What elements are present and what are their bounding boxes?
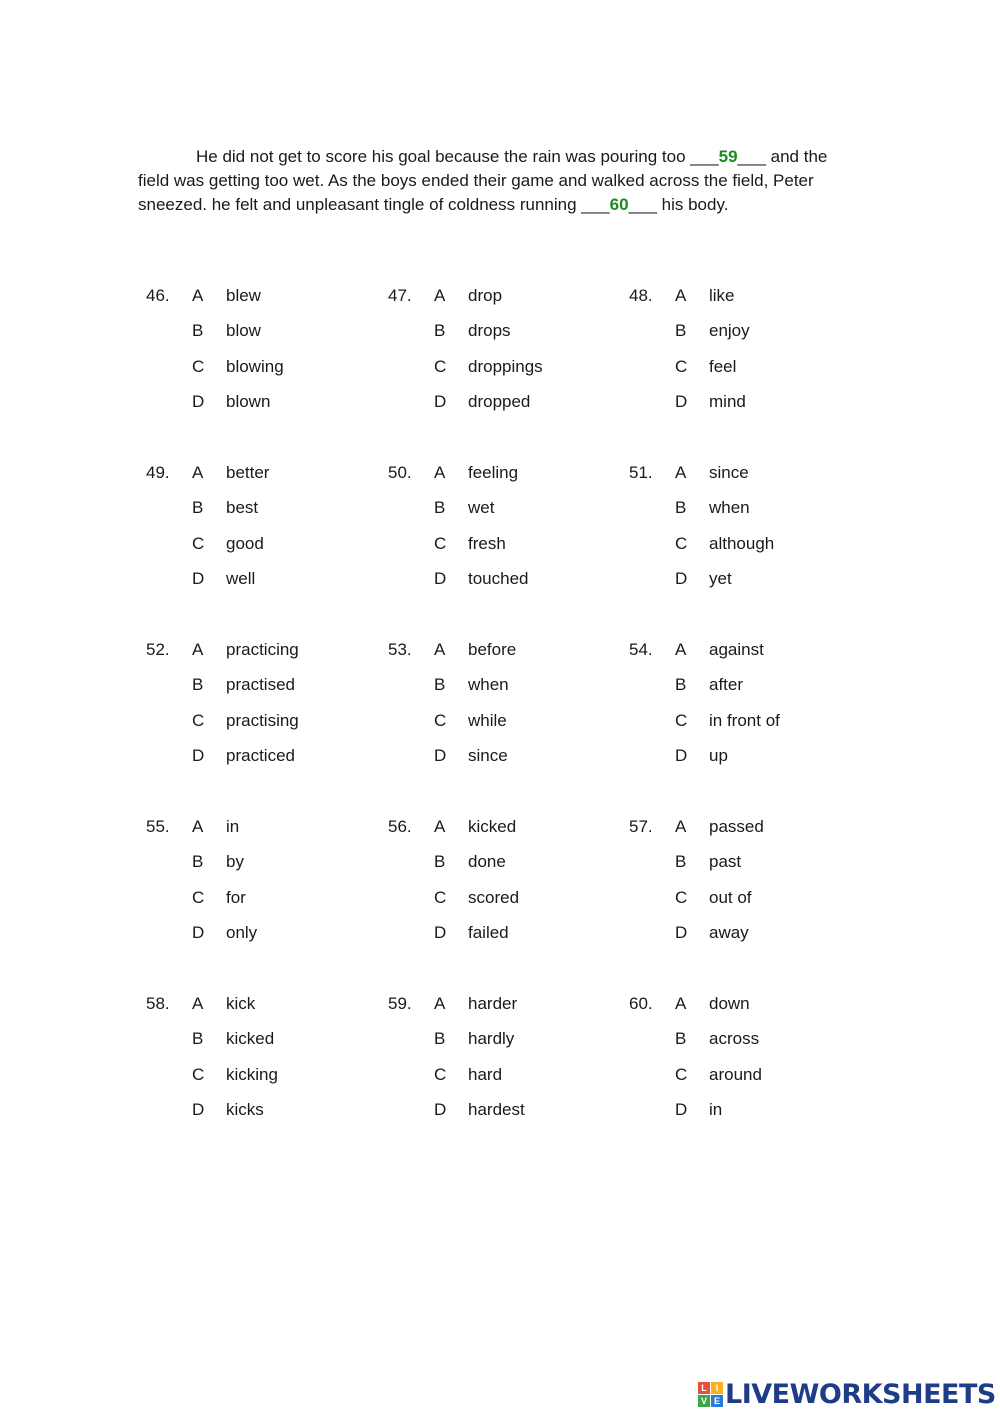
option-text: drop — [468, 286, 503, 305]
question-number: 56. — [388, 817, 412, 836]
passage-text-2: ___ and the field was getting too wet. As the boys ended their game and walked across the field, Peter sneezed. he felt and unpleasant tingle of coldness running ___ — [138, 147, 828, 214]
option-letter: A — [434, 463, 446, 482]
option-letter: A — [675, 286, 687, 305]
question-number: 47. — [388, 286, 412, 305]
option-text: enjoy — [709, 321, 750, 340]
option-letter: D — [192, 1100, 205, 1119]
question-number: 49. — [146, 463, 170, 482]
option-text: like — [709, 286, 735, 305]
option-letter: A — [192, 463, 204, 482]
liveworksheets-logo — [698, 1378, 996, 1410]
question-number: 52. — [146, 640, 170, 659]
option-letter: A — [434, 817, 446, 836]
option-letter: C — [434, 711, 447, 730]
option-text: before — [468, 640, 517, 659]
option-letter: A — [192, 817, 204, 836]
option-letter: B — [675, 1029, 687, 1048]
option-letter: B — [434, 498, 446, 517]
blank-59[interactable]: 59 — [718, 147, 738, 166]
option-letter: C — [192, 534, 205, 553]
option-letter: B — [192, 675, 204, 694]
option-text: best — [226, 498, 259, 517]
option-text: kick — [226, 994, 256, 1013]
option-letter: A — [675, 463, 687, 482]
option-text: practiced — [226, 746, 295, 765]
option-text: practised — [226, 675, 295, 694]
option-letter: D — [675, 569, 688, 588]
option-text: across — [709, 1029, 760, 1048]
option-text: feel — [709, 357, 737, 376]
option-letter: C — [675, 888, 688, 907]
option-letter: A — [434, 286, 446, 305]
option-text: scored — [468, 888, 520, 907]
question-number: 53. — [388, 640, 412, 659]
option-letter: D — [434, 923, 447, 942]
option-text: passed — [709, 817, 764, 836]
option-letter: C — [675, 357, 688, 376]
option-text: practising — [226, 711, 299, 730]
option-text: touched — [468, 569, 529, 588]
option-letter: A — [675, 817, 687, 836]
option-text: away — [709, 923, 749, 942]
option-text: harder — [468, 994, 518, 1013]
option-text: mind — [709, 392, 746, 411]
option-text: better — [226, 463, 270, 482]
option-letter: A — [192, 994, 204, 1013]
option-letter: D — [434, 746, 447, 765]
passage-text-1: He did not get to score his goal because the rain was pouring too ___ — [196, 147, 719, 166]
option-letter: D — [192, 392, 205, 411]
option-text: since — [468, 746, 508, 765]
question-number: 54. — [629, 640, 653, 659]
option-text: since — [709, 463, 749, 482]
option-letter: B — [675, 852, 687, 871]
option-text: droppings — [468, 357, 543, 376]
option-text: up — [709, 746, 728, 765]
question-number: 46. — [146, 286, 170, 305]
option-letter: B — [434, 852, 446, 871]
logo-mark-icon — [698, 1382, 723, 1407]
option-text: past — [709, 852, 742, 871]
option-text: by — [226, 852, 244, 871]
option-letter: D — [192, 746, 205, 765]
option-text: kicked — [468, 817, 517, 836]
option-letter: D — [675, 1100, 688, 1119]
option-text: feeling — [468, 463, 519, 482]
option-letter: D — [192, 569, 205, 588]
option-text: out of — [709, 888, 752, 907]
logo-mark-cell: V — [698, 1395, 710, 1407]
option-letter: C — [192, 888, 205, 907]
logo-mark-cell: I — [711, 1382, 723, 1394]
logo-mark-cell: E — [711, 1395, 723, 1407]
option-text: kicks — [226, 1100, 264, 1119]
passage-text-3: ___ his body. — [628, 195, 729, 214]
question-number: 59. — [388, 994, 412, 1013]
option-letter: D — [192, 923, 205, 942]
option-letter: B — [675, 675, 687, 694]
option-text: practicing — [226, 640, 299, 659]
option-letter: A — [192, 640, 204, 659]
option-text: only — [226, 923, 258, 942]
option-text: blowing — [226, 357, 284, 376]
option-letter: D — [675, 923, 688, 942]
option-letter: C — [434, 1065, 447, 1084]
option-text: yet — [709, 569, 732, 588]
option-letter: B — [192, 1029, 204, 1048]
question-number: 55. — [146, 817, 170, 836]
option-letter: B — [434, 321, 446, 340]
question-number: 51. — [629, 463, 653, 482]
option-letter: D — [434, 1100, 447, 1119]
option-letter: C — [675, 711, 688, 730]
option-letter: D — [434, 392, 447, 411]
option-text: hardly — [468, 1029, 515, 1048]
option-letter: B — [434, 1029, 446, 1048]
option-text: failed — [468, 923, 509, 942]
option-letter: C — [675, 534, 688, 553]
option-letter: C — [192, 711, 205, 730]
option-letter: B — [192, 852, 204, 871]
option-text: fresh — [468, 534, 506, 553]
option-letter: A — [192, 286, 204, 305]
option-letter: A — [675, 640, 687, 659]
option-letter: C — [434, 888, 447, 907]
option-text: while — [468, 711, 507, 730]
question-number: 58. — [146, 994, 170, 1013]
option-text: well — [226, 569, 256, 588]
option-letter: A — [434, 640, 446, 659]
option-letter: A — [675, 994, 687, 1013]
question-number: 50. — [388, 463, 412, 482]
logo-text: LIVEWORKSHEETS — [725, 1378, 996, 1410]
option-text: in — [709, 1100, 723, 1119]
option-letter: B — [192, 498, 204, 517]
option-letter: D — [434, 569, 447, 588]
option-text: drops — [468, 321, 511, 340]
option-text: around — [709, 1065, 762, 1084]
option-text: good — [226, 534, 264, 553]
option-letter: D — [675, 392, 688, 411]
option-text: done — [468, 852, 506, 871]
option-letter: C — [434, 357, 447, 376]
option-text: down — [709, 994, 750, 1013]
option-text: when — [709, 498, 750, 517]
option-letter: A — [434, 994, 446, 1013]
option-letter: D — [675, 746, 688, 765]
option-letter: B — [434, 675, 446, 694]
option-letter: B — [192, 321, 204, 340]
question-number: 60. — [629, 994, 653, 1013]
option-text: in — [226, 817, 240, 836]
option-letter: C — [192, 357, 205, 376]
option-letter: B — [675, 498, 687, 517]
option-text: hard — [468, 1065, 503, 1084]
blank-60[interactable]: 60 — [609, 195, 629, 214]
passage — [138, 145, 858, 217]
option-text: against — [709, 640, 764, 659]
logo-mark-cell: L — [698, 1382, 710, 1394]
option-text: although — [709, 534, 775, 553]
option-text: blow — [226, 321, 261, 340]
option-text: after — [709, 675, 744, 694]
option-text: dropped — [468, 392, 531, 411]
question-number: 48. — [629, 286, 653, 305]
option-text: for — [226, 888, 246, 907]
option-text: blown — [226, 392, 271, 411]
option-text: hardest — [468, 1100, 525, 1119]
option-letter: C — [192, 1065, 205, 1084]
option-letter: B — [675, 321, 687, 340]
option-letter: C — [434, 534, 447, 553]
option-text: kicking — [226, 1065, 278, 1084]
question-number: 57. — [629, 817, 653, 836]
option-text: wet — [468, 498, 495, 517]
option-text: blew — [226, 286, 261, 305]
option-letter: C — [675, 1065, 688, 1084]
option-text: in front of — [709, 711, 780, 730]
option-text: kicked — [226, 1029, 275, 1048]
option-text: when — [468, 675, 509, 694]
